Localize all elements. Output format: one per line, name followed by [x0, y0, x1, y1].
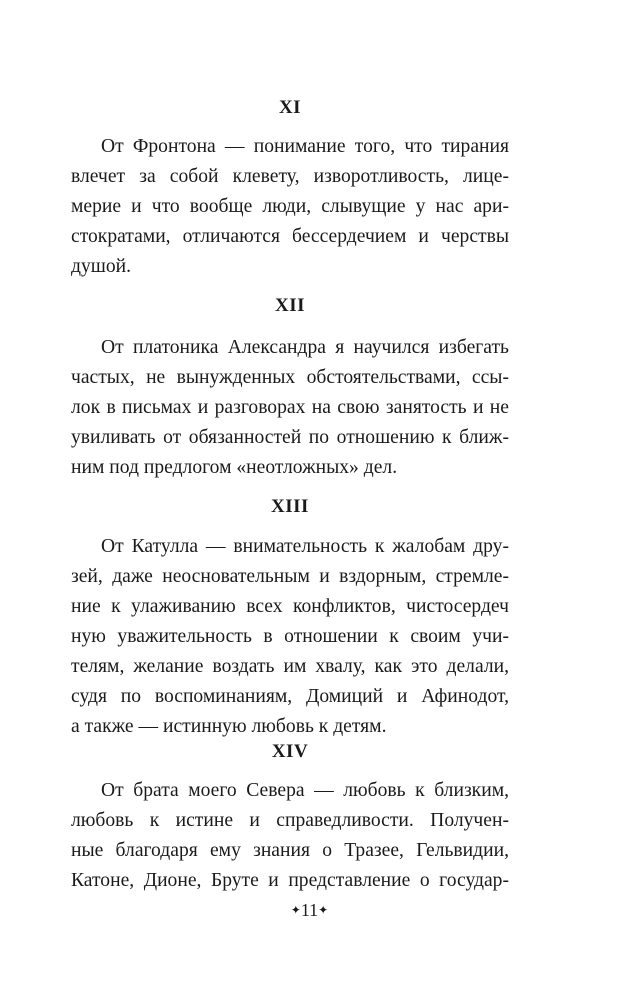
text-line: частых, не вынужденных обстоятельствами, ссы- [71, 367, 509, 388]
text-line: судя по воспоминаниям, Домиций и Афинодот, [71, 686, 509, 707]
text-line: телям, желание воздать им хвалу, как это делали, [71, 656, 509, 677]
text-line: зей, даже неосновательным и вздорным, стремле- [71, 566, 509, 587]
text-line: увиливать от обязанностей по отношению к ближ- [71, 427, 509, 448]
text-line: ные благодаря ему знания о Тразее, Гельвидии, [71, 840, 509, 861]
section-heading-xiii: XIII [271, 496, 309, 517]
text-line: лок в письмах и разговорах на свою занятость и не [71, 397, 509, 418]
text-line: а также — истинную любовь к детям. [71, 716, 387, 737]
paragraph-xiii [71, 532, 509, 742]
text-line: стократами, отличаются бессердечием и черствы [71, 226, 509, 247]
text-line: ним под предлогом «неотложных» дел. [71, 457, 398, 478]
text-line: От брата моего Севера — любовь к близким, [101, 780, 509, 801]
page-footer [0, 898, 619, 922]
text-line: любовь к истине и справедливости. Получен- [71, 810, 509, 831]
section-heading-xi: XI [278, 97, 302, 118]
section-heading-xiv: XIV [271, 741, 309, 762]
section-heading-xii: XII [274, 295, 305, 316]
ornament-left-icon: ✦ [290, 903, 301, 917]
text-line: влечет за собой клевету, изворотливость, лице- [71, 166, 509, 187]
paragraph-xiv [71, 776, 509, 896]
text-line: ную уважительность в отношении к своим учи- [71, 626, 509, 647]
text-line: ние к улаживанию всех конфликтов, чистосердеч [71, 596, 509, 617]
page-number: 11 [300, 900, 319, 920]
paragraph-xii [71, 333, 509, 483]
text-line: мерие и что вообще люди, слывущие у нас ари- [71, 196, 509, 217]
text-line: От платоника Александра я научился избегать [101, 337, 509, 358]
ornament-right-icon: ✦ [318, 903, 329, 917]
paragraph-xi [71, 132, 509, 282]
text-line: Катоне, Дионе, Бруте и представление о государ- [71, 870, 509, 891]
text-line: От Фронтона — понимание того, что тирания [101, 136, 509, 157]
text-line: душой. [71, 256, 132, 277]
text-line: От Катулла — внимательность к жалобам дру- [101, 536, 509, 557]
